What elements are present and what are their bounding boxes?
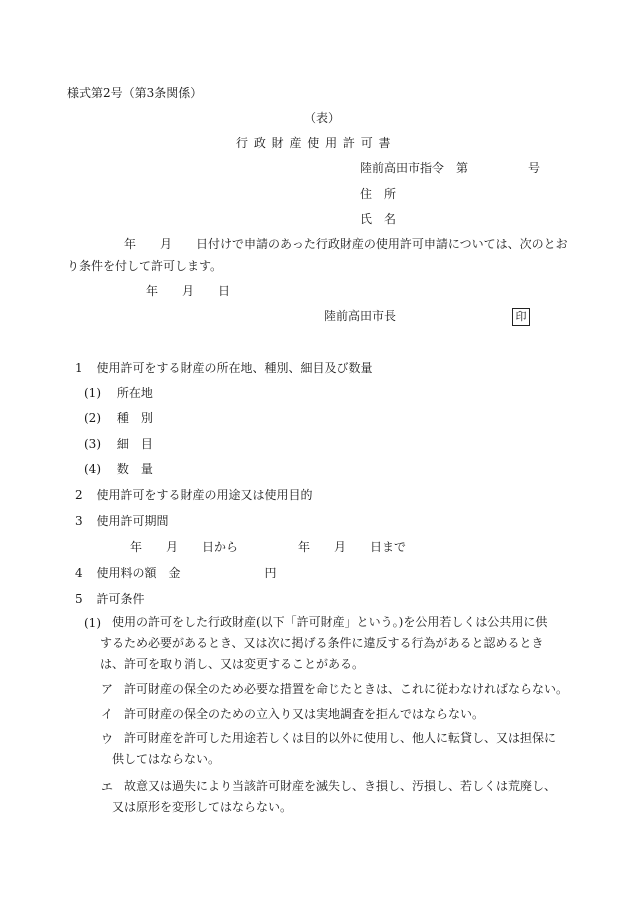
directive-number: 陸前高田市指令 第 号 bbox=[360, 161, 541, 175]
condition-a-mark: ア bbox=[101, 682, 114, 696]
condition-1-number: (1) bbox=[84, 616, 101, 630]
condition-e-text: 故意又は過失により当該許可財産を滅失し、き損し、汚損し、若しくは荒廃し、又は原形を変形してはならない。 bbox=[112, 779, 557, 814]
sub-item-2 bbox=[84, 411, 153, 425]
item-1 bbox=[75, 361, 372, 375]
condition-e-mark: エ bbox=[101, 780, 114, 794]
condition-i-text: 許可財産の保全のための立入り又は実地調査を拒んではならない。 bbox=[124, 707, 485, 721]
issue-date: 年 月 日 bbox=[146, 284, 231, 298]
item-5 bbox=[75, 592, 144, 606]
item-1-number: 1 bbox=[75, 361, 83, 375]
form-number: 様式第2号（第3条関係） bbox=[67, 86, 203, 100]
sub-item-1 bbox=[84, 386, 153, 400]
sub-item-4-text: 数 量 bbox=[116, 462, 153, 476]
item-2-number: 2 bbox=[75, 488, 83, 502]
item-4-text: 使用料の額 金 円 bbox=[96, 566, 277, 580]
item-3 bbox=[75, 514, 168, 528]
seal-mark: 印 bbox=[512, 308, 530, 326]
sub-item-3 bbox=[84, 437, 153, 451]
condition-a-text: 許可財産の保全のため必要な措置を命じたときは、これに従わなければならない。 bbox=[124, 682, 569, 696]
intro-line-2: り条件を付して許可します。 bbox=[67, 259, 223, 273]
sub-item-4-number: (4) bbox=[84, 462, 101, 476]
item-4-number: 4 bbox=[75, 566, 83, 580]
item-1-text: 使用許可をする財産の所在地、種別、細目及び数量 bbox=[96, 361, 373, 375]
address-label: 住 所 bbox=[360, 187, 397, 201]
sub-item-1-number: (1) bbox=[84, 386, 101, 400]
permit-period: 年 月 日から 年 月 日まで bbox=[130, 540, 407, 554]
intro-line-1: 年 月 日付けで申請のあった行政財産の使用許可申請については、次のとお bbox=[88, 237, 568, 251]
name-label: 氏 名 bbox=[360, 212, 397, 226]
item-4 bbox=[75, 566, 276, 580]
condition-i-mark: イ bbox=[101, 707, 114, 721]
item-5-text: 許可条件 bbox=[96, 592, 145, 606]
item-2-text: 使用許可をする財産の用途又は使用目的 bbox=[96, 488, 313, 502]
item-3-text: 使用許可期間 bbox=[96, 514, 169, 528]
sub-item-2-text: 種 別 bbox=[116, 411, 153, 425]
condition-u-text: 許可財産を許可した用途若しくは目的以外に使用し、他人に転貸し、又は担保に供してはならない。 bbox=[112, 731, 557, 766]
sub-item-1-text: 所在地 bbox=[116, 386, 153, 400]
issuer-title: 陸前高田市長 bbox=[324, 309, 397, 323]
sub-item-3-number: (3) bbox=[84, 437, 101, 451]
item-3-number: 3 bbox=[75, 514, 83, 528]
sub-item-2-number: (2) bbox=[84, 411, 101, 425]
document-title: 行 政 財 産 使 用 許 可 書 bbox=[236, 136, 392, 150]
item-2 bbox=[75, 488, 312, 502]
sub-item-3-text: 細 目 bbox=[116, 437, 153, 451]
condition-u-mark: ウ bbox=[101, 732, 114, 746]
condition-1-text: 使用の許可をした行政財産(以下「許可財産」という。)を公用若しくは公共用に供するため必要があるとき、又は次に掲げる条件に違反する行為があると認めるときは、許可を取り消し、又は変更することがある。 bbox=[100, 615, 548, 671]
sub-item-4 bbox=[84, 462, 153, 476]
side-label: （表） bbox=[304, 111, 341, 125]
item-5-number: 5 bbox=[75, 592, 83, 606]
